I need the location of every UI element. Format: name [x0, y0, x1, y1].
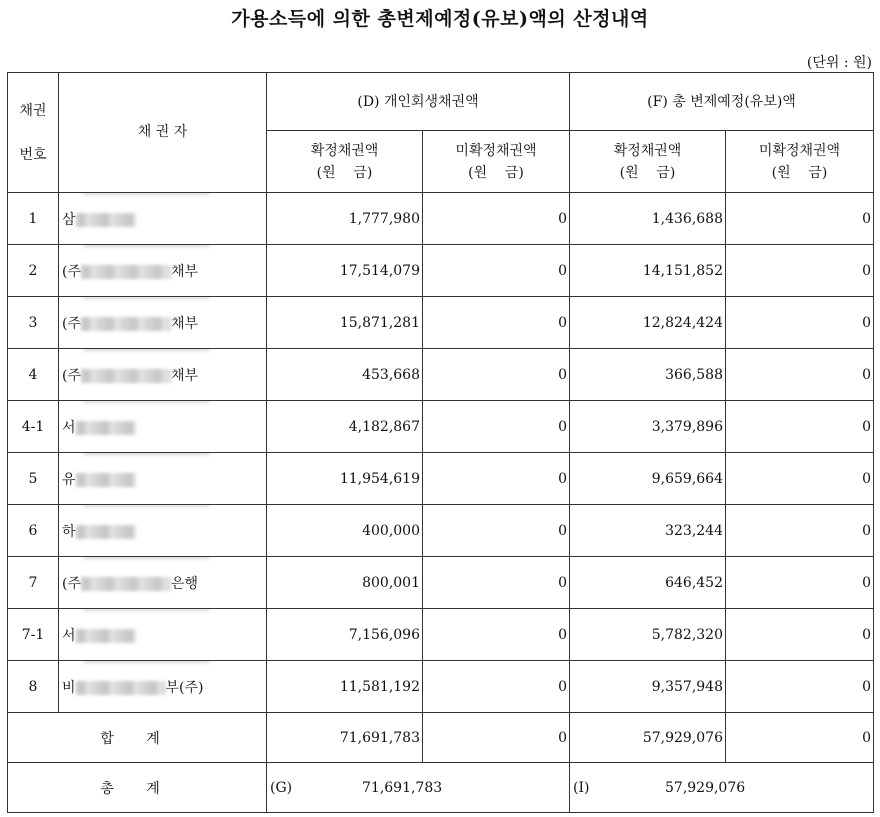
f-confirmed-amount: 12,824,424 — [570, 297, 726, 349]
table-row — [8, 505, 874, 557]
creditor-name — [59, 401, 267, 453]
f-confirmed-label: 확정채권액 — [613, 142, 682, 159]
d-unconfirmed-amount-label: (원 금) — [468, 164, 524, 181]
creditor-name-prefix: 서 — [62, 627, 76, 644]
f-unconfirmed-label: 미확정채권액 — [758, 142, 841, 159]
redaction-mark — [81, 369, 171, 383]
d-unconfirmed-amount: 0 — [423, 245, 570, 297]
d-confirmed-amount-label: (원 금) — [316, 164, 373, 181]
d-confirmed-amount: 4,182,867 — [267, 401, 423, 453]
creditor-name-prefix: 유 — [62, 471, 76, 488]
f-confirmed-amount: 1,436,688 — [570, 193, 726, 245]
f-unconfirmed-amount: 0 — [726, 245, 874, 297]
creditor-name — [59, 193, 267, 245]
total-i-cell — [570, 763, 874, 813]
row-number: 6 — [8, 505, 59, 557]
redaction-mark — [81, 577, 171, 591]
redaction-mark — [76, 213, 136, 227]
col-header-number-line2: 번호 — [19, 146, 47, 163]
table-row — [8, 349, 874, 401]
d-confirmed-amount: 15,871,281 — [267, 297, 423, 349]
total-g-cell — [267, 763, 570, 813]
total-label — [8, 763, 267, 813]
total-row — [8, 763, 874, 813]
document-title: 가용소득에 의한 총변제예정(유보)액의 산정내역 — [231, 8, 649, 30]
d-unconfirmed-amount: 0 — [423, 557, 570, 609]
f-unconfirmed-amount: 0 — [726, 193, 874, 245]
row-number: 1 — [8, 193, 59, 245]
redaction-mark — [83, 453, 209, 456]
subtotal-label — [8, 713, 267, 763]
total-g-value: 71,691,783 — [362, 779, 443, 796]
f-unconfirmed-amount: 0 — [726, 661, 874, 713]
redaction-mark — [83, 297, 209, 300]
subtotal-d-confirmed: 71,691,783 — [267, 713, 423, 763]
creditor-name — [59, 557, 267, 609]
creditor-name-suffix: 부(주) — [165, 679, 204, 696]
d-confirmed-amount: 800,001 — [267, 557, 423, 609]
f-unconfirmed-amount-label: (원 금) — [771, 164, 828, 181]
creditor-name — [59, 609, 267, 661]
d-confirmed-label: 확정채권액 — [310, 142, 379, 159]
creditor-name-prefix: 삼 — [62, 211, 76, 228]
creditor-name — [59, 505, 267, 557]
d-confirmed-amount: 17,514,079 — [267, 245, 423, 297]
d-unconfirmed-amount: 0 — [423, 505, 570, 557]
col-header-number-line1: 채권 — [19, 102, 47, 119]
col-header-f-unconfirmed — [726, 131, 874, 193]
redaction-mark — [76, 421, 136, 435]
total-i-value: 57,929,076 — [665, 779, 746, 796]
creditor-name-suffix: 은행 — [171, 575, 199, 592]
f-confirmed-amount: 5,782,320 — [570, 609, 726, 661]
subtotal-f-unconfirmed: 0 — [726, 713, 874, 763]
creditor-name-suffix: 채부 — [171, 315, 199, 332]
f-unconfirmed-amount: 0 — [726, 297, 874, 349]
row-number: 8 — [8, 661, 59, 713]
row-number: 7 — [8, 557, 59, 609]
total-label-text: 총 계 — [100, 780, 174, 797]
creditor-name-suffix: 채부 — [171, 367, 199, 384]
redaction-mark — [83, 245, 209, 248]
table-row — [8, 297, 874, 349]
d-confirmed-amount: 400,000 — [267, 505, 423, 557]
d-unconfirmed-amount: 0 — [423, 297, 570, 349]
d-unconfirmed-amount: 0 — [423, 453, 570, 505]
d-confirmed-amount: 11,581,192 — [267, 661, 423, 713]
creditor-name — [59, 453, 267, 505]
creditor-name-prefix: 하 — [62, 523, 76, 540]
subtotal-d-unconfirmed: 0 — [423, 713, 570, 763]
row-number: 4-1 — [8, 401, 59, 453]
creditor-name — [59, 245, 267, 297]
unit-label: (단위 : 원) — [806, 55, 872, 71]
redaction-mark — [76, 629, 136, 643]
f-confirmed-amount: 9,659,664 — [570, 453, 726, 505]
f-unconfirmed-amount: 0 — [726, 609, 874, 661]
table-row — [8, 661, 874, 713]
creditor-name-prefix: 비 — [62, 679, 76, 696]
d-unconfirmed-amount: 0 — [423, 661, 570, 713]
col-header-d-confirmed — [267, 131, 423, 193]
total-i-label: (I) — [573, 779, 590, 796]
creditor-name-prefix: 서 — [62, 419, 76, 436]
table-row — [8, 609, 874, 661]
d-unconfirmed-amount: 0 — [423, 349, 570, 401]
d-confirmed-amount: 1,777,980 — [267, 193, 423, 245]
row-number: 2 — [8, 245, 59, 297]
redaction-mark — [83, 609, 209, 612]
redaction-mark — [83, 193, 209, 196]
row-number: 3 — [8, 297, 59, 349]
creditor-name-prefix: (주 — [62, 263, 81, 280]
d-confirmed-amount: 7,156,096 — [267, 609, 423, 661]
row-number: 5 — [8, 453, 59, 505]
col-header-creditor — [59, 73, 267, 193]
table-row — [8, 557, 874, 609]
f-unconfirmed-amount: 0 — [726, 505, 874, 557]
creditor-name-suffix: 채부 — [171, 263, 199, 280]
d-confirmed-amount: 453,668 — [267, 349, 423, 401]
subtotal-row — [8, 713, 874, 763]
table-row — [8, 245, 874, 297]
col-header-f-confirmed — [570, 131, 726, 193]
subtotal-f-confirmed: 57,929,076 — [570, 713, 726, 763]
redaction-mark — [83, 349, 209, 352]
f-confirmed-amount: 9,357,948 — [570, 661, 726, 713]
table-row — [8, 193, 874, 245]
d-unconfirmed-amount: 0 — [423, 609, 570, 661]
d-unconfirmed-amount: 0 — [423, 401, 570, 453]
redaction-mark — [76, 473, 136, 487]
table-row — [8, 401, 874, 453]
col-group-f: (F) 총 변제예정(유보)액 — [570, 73, 874, 131]
creditor-name — [59, 661, 267, 713]
f-confirmed-amount-label: (원 금) — [619, 164, 676, 181]
redaction-mark — [76, 681, 166, 695]
creditor-name — [59, 349, 267, 401]
creditor-name-prefix: (주 — [62, 315, 81, 332]
redaction-mark — [76, 525, 136, 539]
f-unconfirmed-amount: 0 — [726, 349, 874, 401]
creditor-name-prefix: (주 — [62, 575, 81, 592]
repayment-table — [7, 72, 874, 813]
redaction-mark — [81, 265, 171, 279]
table-row — [8, 453, 874, 505]
f-confirmed-amount: 3,379,896 — [570, 401, 726, 453]
redaction-mark — [83, 661, 209, 664]
d-confirmed-amount: 11,954,619 — [267, 453, 423, 505]
f-confirmed-amount: 366,588 — [570, 349, 726, 401]
d-unconfirmed-label: 미확정채권액 — [455, 142, 537, 159]
f-unconfirmed-amount: 0 — [726, 453, 874, 505]
col-header-d-unconfirmed — [423, 131, 570, 193]
total-g-label: (G) — [270, 779, 293, 796]
row-number: 7-1 — [8, 609, 59, 661]
subtotal-label-text: 합 계 — [100, 730, 174, 747]
redaction-mark — [83, 557, 209, 560]
redaction-mark — [83, 505, 209, 508]
f-confirmed-amount: 646,452 — [570, 557, 726, 609]
creditor-name-prefix: (주 — [62, 367, 81, 384]
col-group-d: (D) 개인회생채권액 — [267, 73, 570, 131]
redaction-mark — [81, 317, 171, 331]
d-unconfirmed-amount: 0 — [423, 193, 570, 245]
row-number: 4 — [8, 349, 59, 401]
table-body — [8, 193, 874, 713]
col-header-number — [8, 73, 59, 193]
col-header-creditor-label: 채 권 자 — [137, 124, 188, 140]
f-confirmed-amount: 14,151,852 — [570, 245, 726, 297]
redaction-mark — [83, 401, 209, 404]
creditor-name — [59, 297, 267, 349]
f-unconfirmed-amount: 0 — [726, 557, 874, 609]
f-unconfirmed-amount: 0 — [726, 401, 874, 453]
f-confirmed-amount: 323,244 — [570, 505, 726, 557]
